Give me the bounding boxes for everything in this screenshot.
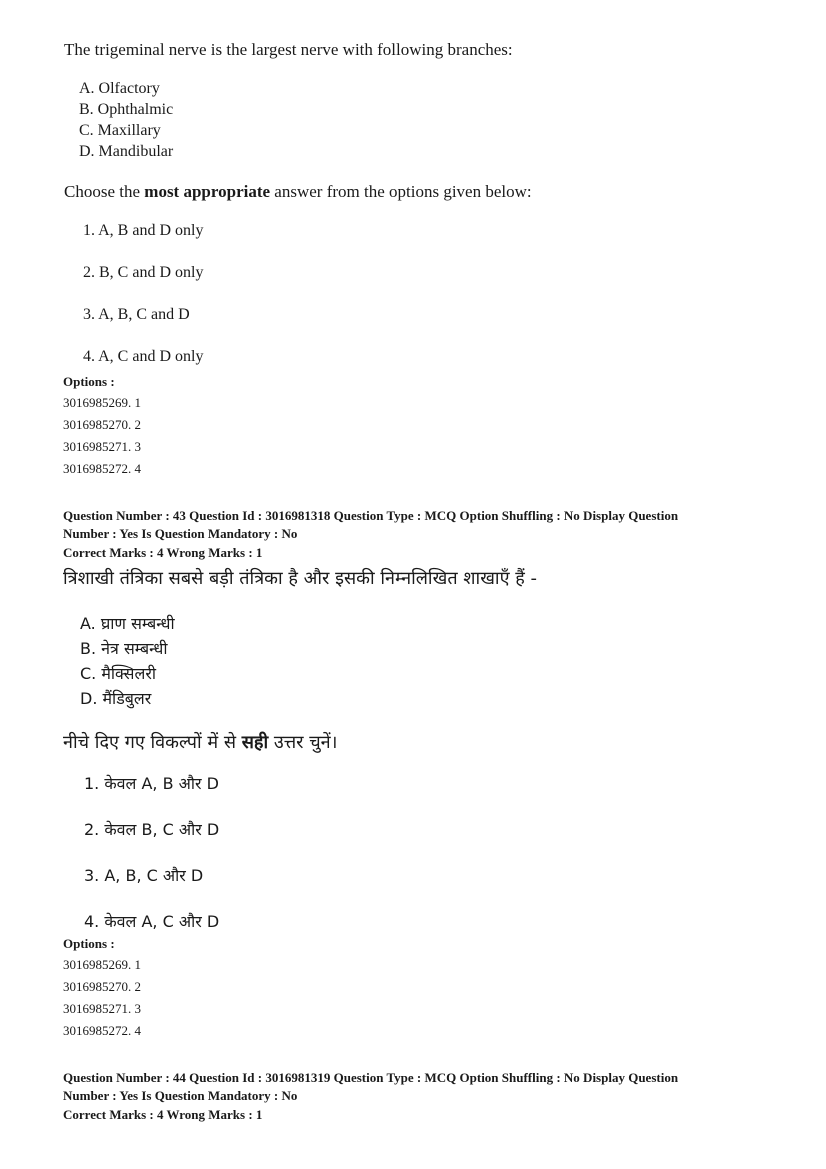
q43-marks: Correct Marks : 4 Wrong Marks : 1 bbox=[63, 545, 263, 560]
q43-option-id-1: 3016985269. 1 bbox=[63, 957, 141, 972]
q43-item-c-hi: C. मैक्सिलरी bbox=[80, 664, 157, 683]
q43-option-id-3: 3016985271. 3 bbox=[63, 1001, 141, 1016]
q42-prompt-pre: Choose the bbox=[64, 182, 145, 201]
q42-option-id-4: 3016985272. 4 bbox=[63, 461, 141, 476]
q42-choice-2: 2. B, C and D only bbox=[83, 264, 204, 281]
q43-item-b-hi: B. नेत्र सम्बन्धी bbox=[80, 639, 168, 658]
q42-option-id-2: 3016985270. 2 bbox=[63, 417, 141, 432]
q43-item-a-hi: A. घ्राण सम्बन्धी bbox=[80, 614, 175, 633]
q42-options-label: Options : bbox=[63, 374, 115, 389]
q43-choice-4-hi: 4. केवल A, C और D bbox=[84, 912, 220, 931]
q42-item-c: C. Maxillary bbox=[79, 122, 161, 139]
q43-prompt-bold-hi: सही bbox=[241, 732, 269, 753]
q42-choice-4: 4. A, C and D only bbox=[83, 348, 204, 365]
q43-prompt-pre-hi: नीचे दिए गए विकल्पों में से bbox=[63, 732, 242, 753]
q42-choice-3: 3. A, B, C and D bbox=[83, 306, 190, 323]
q43-prompt-post-hi: उत्तर चुनें। bbox=[268, 732, 338, 753]
q43-meta-line1: Question Number : 43 Question Id : 3016981318 Question Type : MCQ Option Shuffling : No Display Question bbox=[63, 508, 679, 523]
q42-prompt bbox=[64, 182, 532, 202]
q42-stem: The trigeminal nerve is the largest nerve with following branches: bbox=[64, 40, 513, 59]
q43-option-id-2: 3016985270. 2 bbox=[63, 979, 141, 994]
q42-option-id-3: 3016985271. 3 bbox=[63, 439, 141, 454]
q43-options-label: Options : bbox=[63, 936, 115, 951]
q44-meta-line1: Question Number : 44 Question Id : 3016981319 Question Type : MCQ Option Shuffling : No Display Question bbox=[63, 1070, 679, 1085]
q42-prompt-bold: most appropriate bbox=[144, 182, 271, 201]
q43-option-id-4: 3016985272. 4 bbox=[63, 1023, 141, 1038]
q42-item-d: D. Mandibular bbox=[79, 143, 174, 160]
q43-prompt-hi bbox=[63, 730, 337, 754]
q42-prompt-post: answer from the options given below: bbox=[270, 182, 532, 201]
q42-item-b: B. Ophthalmic bbox=[79, 101, 174, 118]
q43-stem-hi: त्रिशाखी तंत्रिका सबसे बड़ी तंत्रिका है और इसकी निम्नलिखित शाखाएँ हैं - bbox=[63, 568, 538, 589]
q42-item-a: A. Olfactory bbox=[79, 80, 160, 97]
q43-item-d-hi: D. मैंडिबुलर bbox=[80, 689, 152, 708]
q43-choice-2-hi: 2. केवल B, C और D bbox=[84, 820, 220, 839]
q43-meta-line2: Number : Yes Is Question Mandatory : No bbox=[63, 526, 298, 541]
q44-meta-line2: Number : Yes Is Question Mandatory : No bbox=[63, 1088, 298, 1103]
q42-option-id-1: 3016985269. 1 bbox=[63, 395, 141, 410]
q43-choice-1-hi: 1. केवल A, B और D bbox=[84, 774, 219, 793]
q43-choice-3-hi: 3. A, B, C और D bbox=[84, 866, 204, 885]
q44-marks: Correct Marks : 4 Wrong Marks : 1 bbox=[63, 1107, 263, 1122]
q42-choice-1: 1. A, B and D only bbox=[83, 222, 204, 239]
